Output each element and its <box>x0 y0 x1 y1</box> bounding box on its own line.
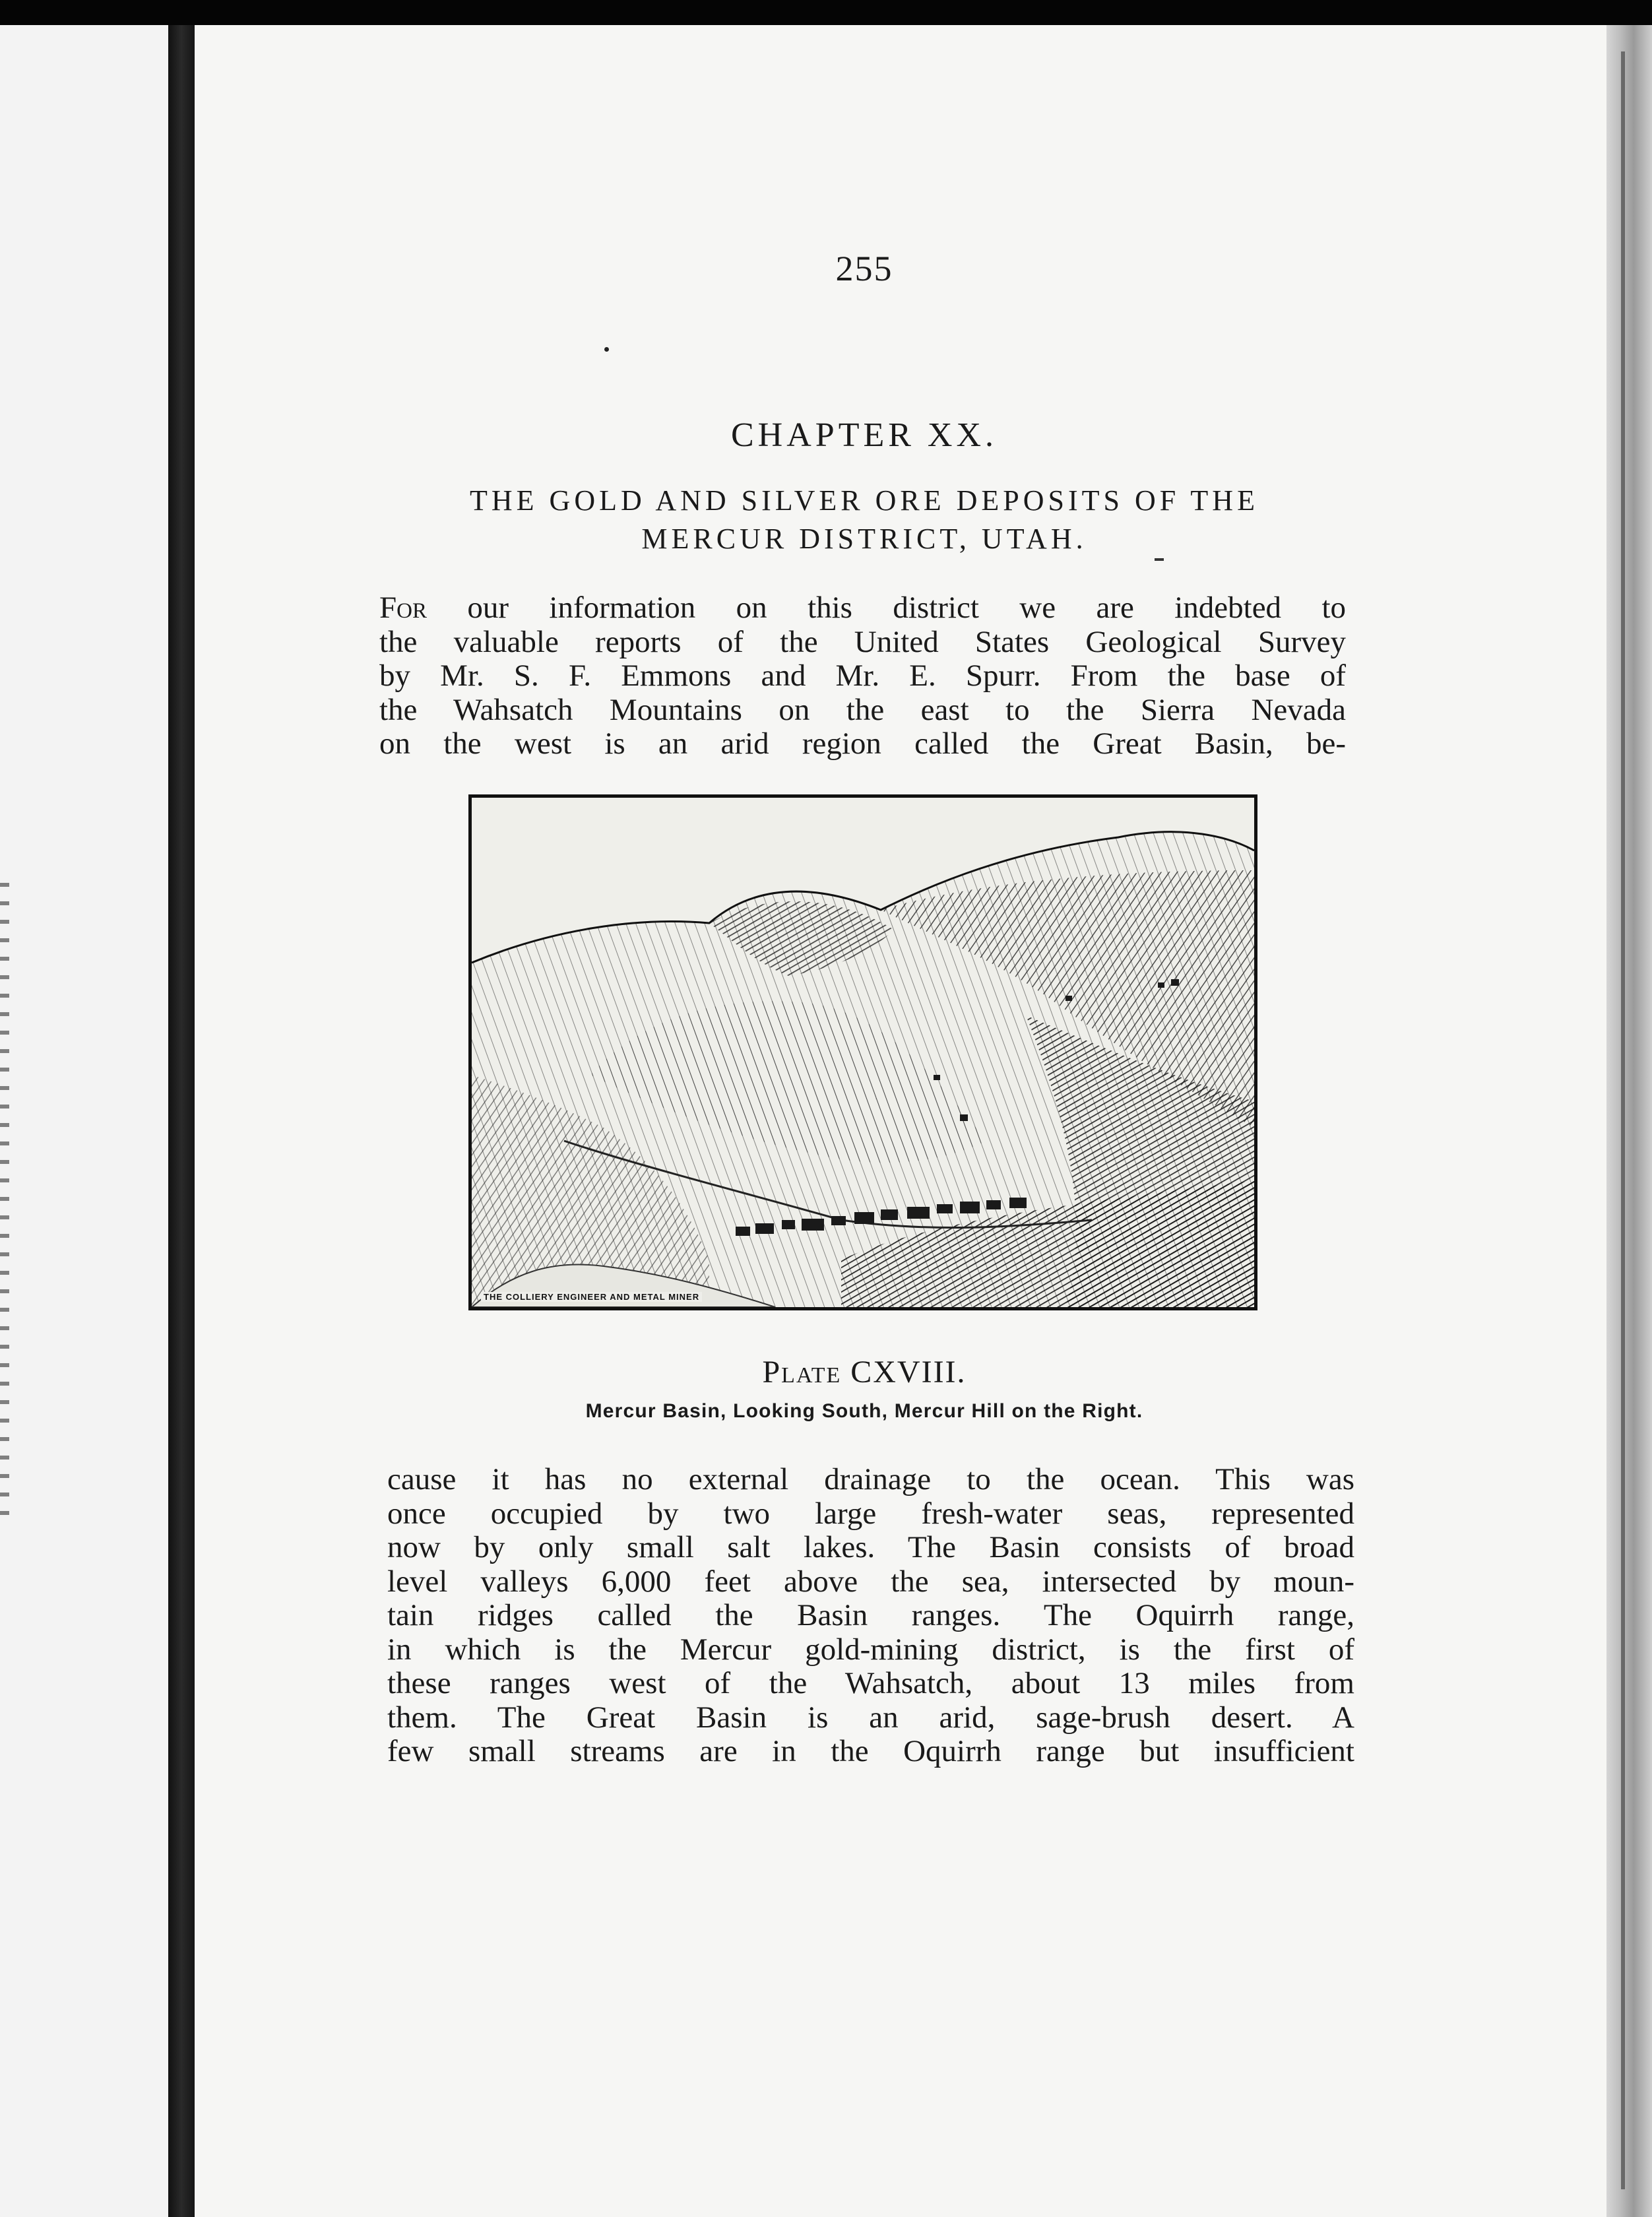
plate-title: Plate CXVIII. <box>762 1355 967 1390</box>
text-fragment: our information on this district we are indebted to <box>426 591 1346 625</box>
chapter-heading: CHAPTER XX. <box>730 416 998 454</box>
book-gutter <box>168 25 195 2217</box>
text-line: now by only small salt lakes. The Basin consists of broad <box>387 1530 1354 1564</box>
subtitle-line: THE GOLD AND SILVER ORE DEPOSITS OF THE <box>470 484 1259 517</box>
speck <box>1155 558 1164 561</box>
text-line: level valleys 6,000 feet above the sea, intersected by moun- <box>387 1564 1354 1599</box>
text-line: these ranges west of the Wahsatch, about 13 miles from <box>387 1666 1354 1700</box>
left-page-edge-marks <box>0 883 9 1516</box>
text-line: once occupied by two large fresh-water seas, represented <box>387 1496 1354 1531</box>
page-number: 255 <box>835 249 893 288</box>
text-line: on the west is an arid region called the Great Basin, be- <box>379 726 1346 761</box>
engraving-credit: THE COLLIERY ENGINEER AND METAL MINER <box>481 1292 702 1302</box>
scan-top-border <box>0 0 1652 25</box>
text-line: by Mr. S. F. Emmons and Mr. E. Spurr. From the base of <box>379 659 1346 693</box>
landscape-engraving <box>472 798 1254 1307</box>
page-edge <box>1606 25 1652 2217</box>
text-line: the Wahsatch Mountains on the east to the Sierra Nevada <box>379 692 1346 727</box>
text-line: tain ridges called the Basin ranges. The Oquirrh range, <box>387 1598 1354 1632</box>
text-line: in which is the Mercur gold-mining district, is the first of <box>387 1632 1354 1667</box>
text-line <box>379 591 1346 626</box>
lead-word: For <box>379 591 427 625</box>
plate-illustration <box>468 794 1257 1310</box>
paragraph-1 <box>379 591 1346 761</box>
text-line: them. The Great Basin is an arid, sage-brush desert. A <box>387 1700 1354 1735</box>
text-line: the valuable reports of the United States Geological Survey <box>379 624 1346 659</box>
plate-caption: Mercur Basin, Looking South, Mercur Hill on the Right. <box>585 1400 1143 1422</box>
paragraph-2 <box>387 1463 1354 1769</box>
chapter-subtitle <box>376 482 1352 558</box>
left-page <box>0 25 168 2217</box>
text-line: cause it has no external drainage to the ocean. This was <box>387 1462 1354 1496</box>
text-line: few small streams are in the Oquirrh range but insufficient <box>387 1734 1354 1768</box>
speck <box>604 347 609 352</box>
subtitle-line: MERCUR DISTRICT, UTAH. <box>641 523 1087 555</box>
